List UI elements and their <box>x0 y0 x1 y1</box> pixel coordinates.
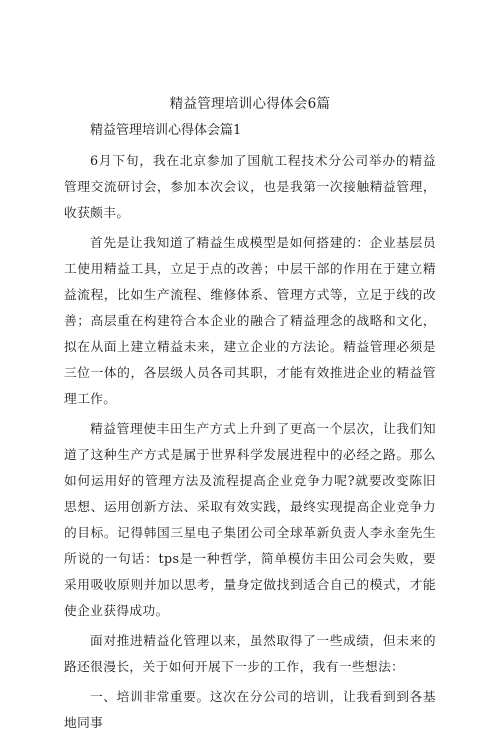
document-title: 精益管理培训心得体会6篇 <box>169 96 331 112</box>
document-body <box>64 120 436 740</box>
paragraph: 一、培训非常重要。这次在分公司的培训，让我看到到各基地同事 <box>64 689 436 730</box>
paragraph: 面对推进精益化管理以来，虽然取得了一些成绩，但未来的路还很漫长，关于如何开展下一步的工作，我有一些想法： <box>64 633 436 674</box>
paragraph: 精益管理使丰田生产方式上升到了更高一个层次，让我们知道了这种生产方式是属于世界科学发展进程中的必经之路。那么如何运用好的管理方法及流程提高企业竞争力呢?就要改变陈旧思想、运用创新方法、采取有效实践，最终实现提高企业竞争力的目标。记得韩国三星电子集团公司全球革新负责人李永奎先生所说的一句话：tps是一种哲学，简单模仿丰田公司会失败，要采用吸收原则并加以思考，量身定做找到适合自己的模式，才能使企业获得成功。 <box>64 421 436 618</box>
paragraph: 6月下旬，我在北京参加了国航工程技术分公司举办的精益管理交流研讨会，参加本次会议，也是我第一次接触精益管理，收获颇丰。 <box>64 153 436 220</box>
paragraph: 首先是让我知道了精益生成模型是如何搭建的：企业基层员工使用精益工具，立足于点的改善；中层干部的作用在于建立精益流程，比如生产流程、维修体系、管理方式等，立足于线的改善；高层重在构建符合本企业的融合了精益理念的战略和文化，拟在从面上建立精益未来，建立企业的方法论。精益管理必须是三位一体的，各层级人员各司其职，才能有效推进企业的精益管理工作。 <box>64 235 436 406</box>
section-heading: 精益管理培训心得体会篇1 <box>90 123 242 138</box>
